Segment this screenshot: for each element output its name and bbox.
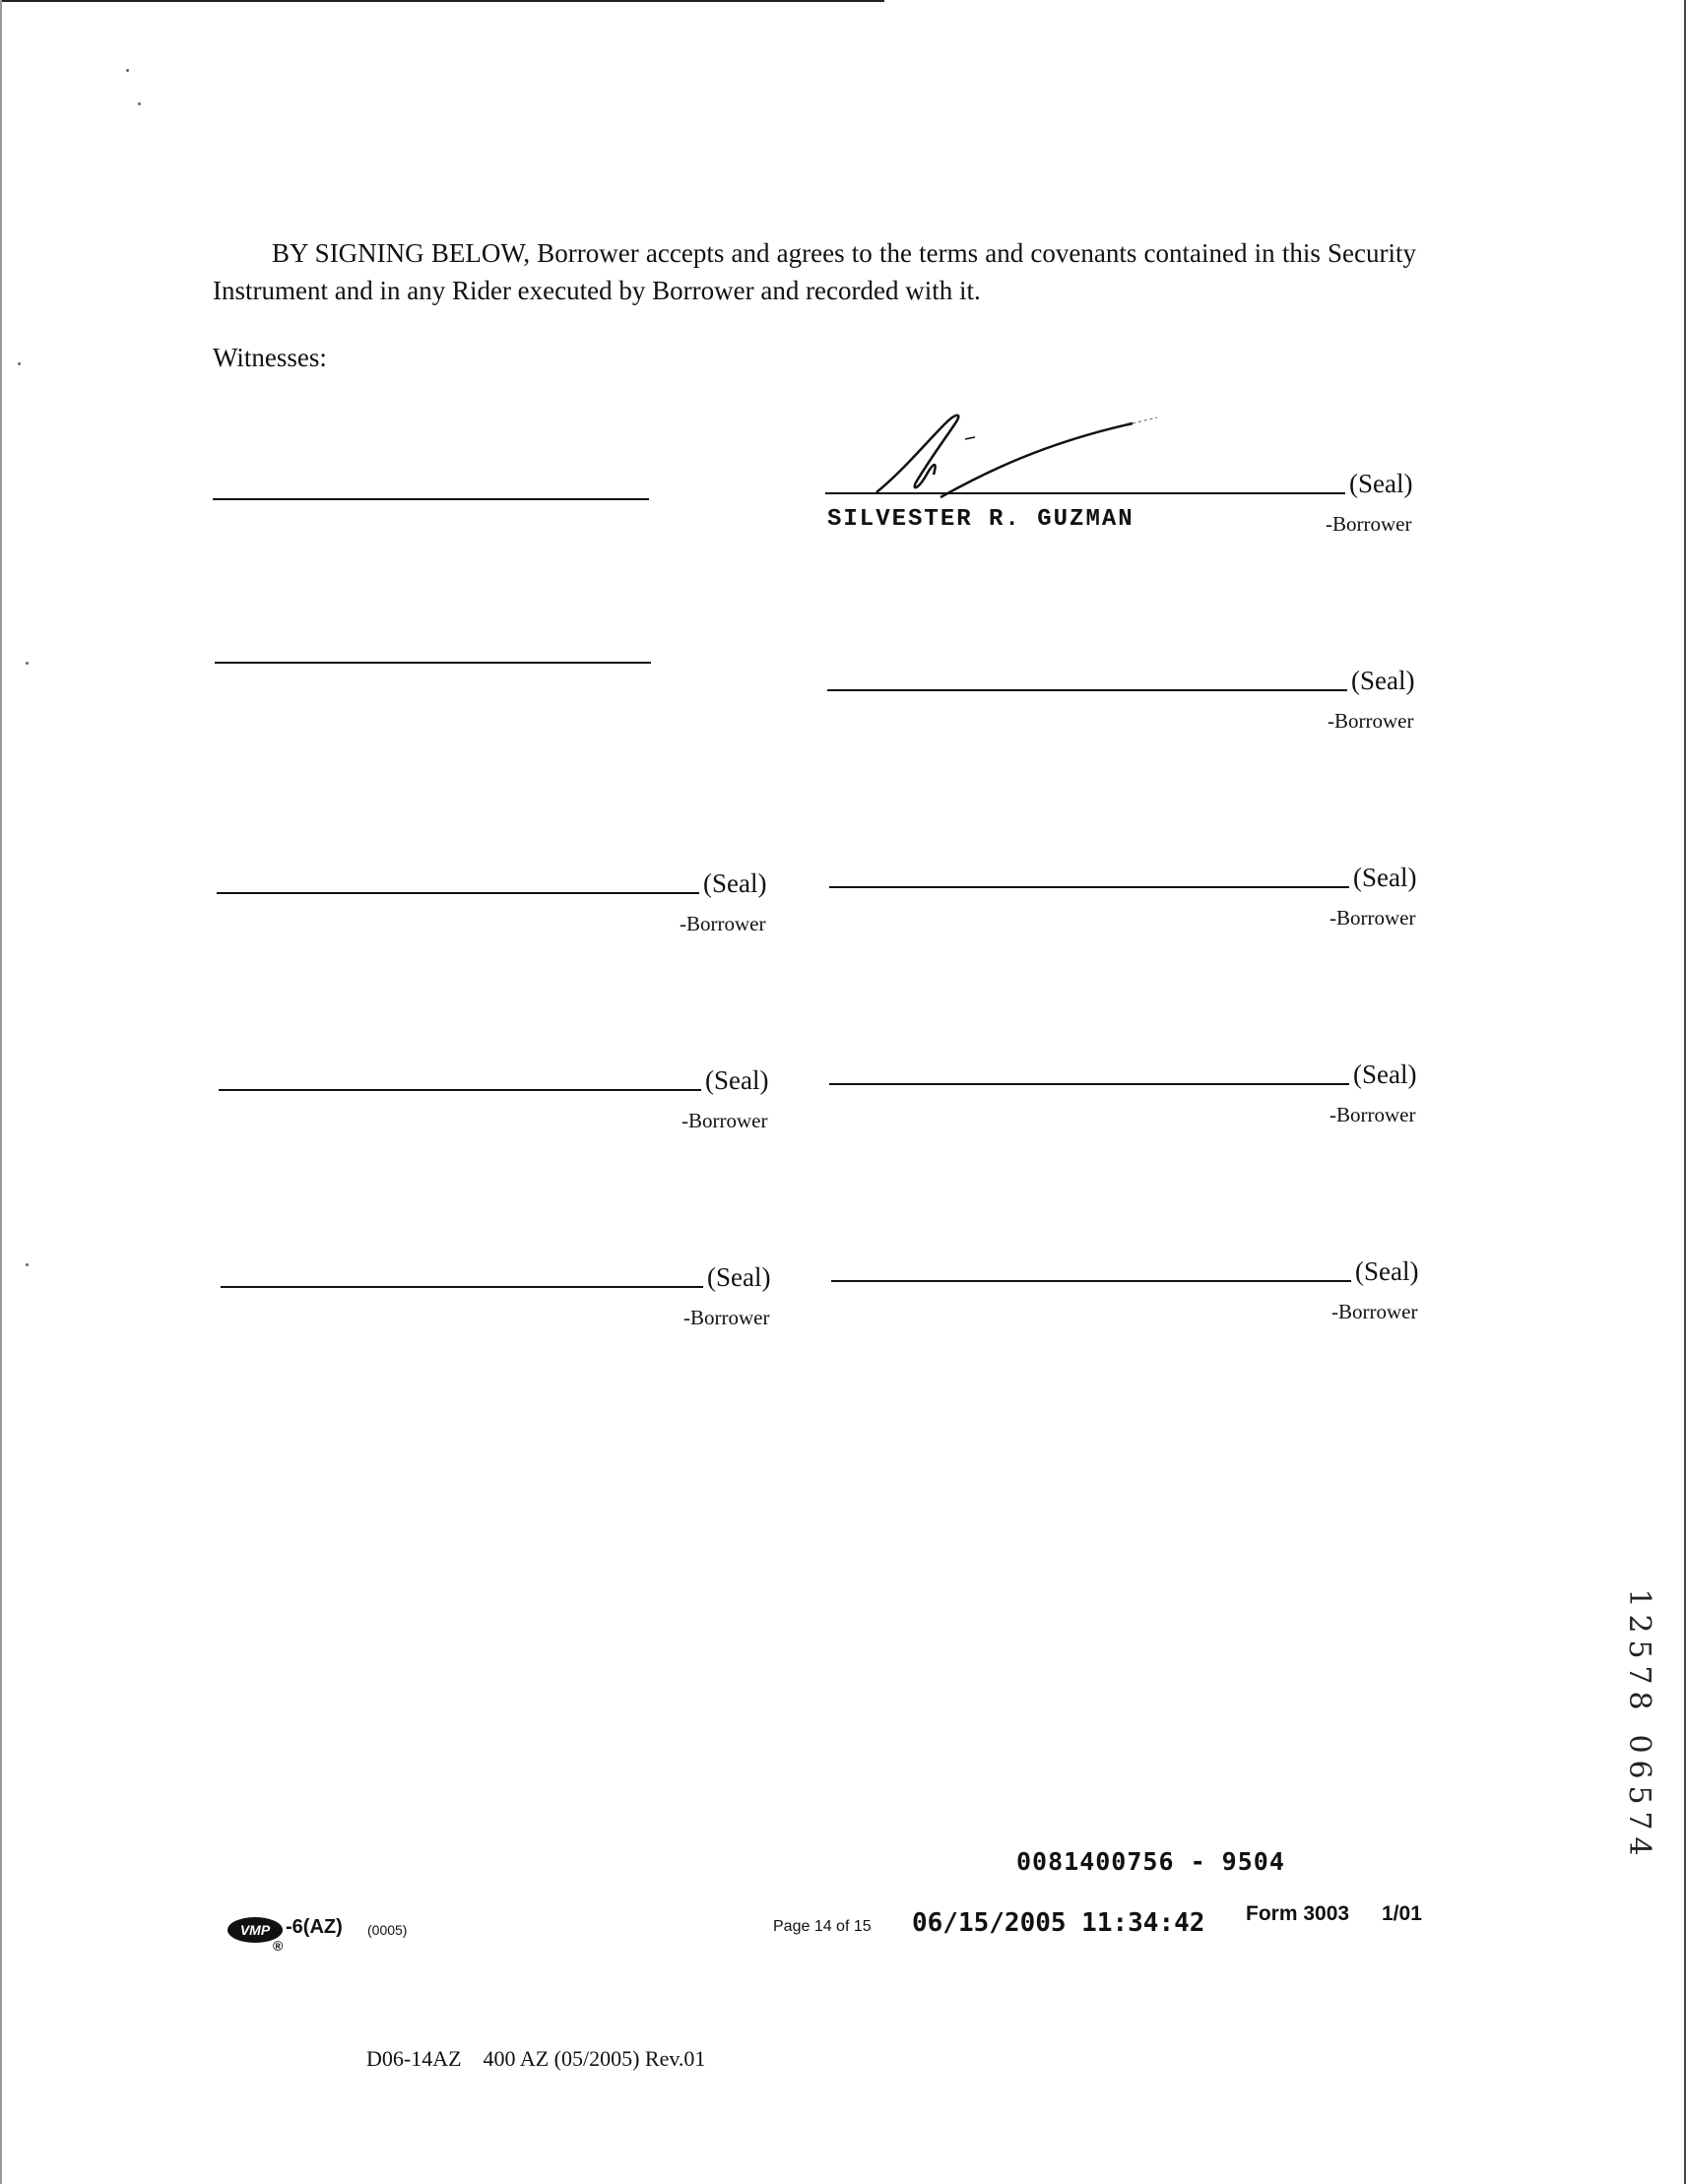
borrower-label: -Borrower [1329,906,1416,930]
scan-speck [26,662,29,665]
stamp-digit: 8 [1622,1691,1656,1710]
borrower-label: -Borrower [1328,709,1414,733]
borrower-label: -Borrower [683,1306,770,1329]
stamp-digit: 1 [1622,1588,1656,1608]
witness-signature-line[interactable] [215,662,651,664]
stamp-digit: 5 [1622,1785,1656,1805]
left-border-line [0,0,2,2184]
seal-label: (Seal) [1349,469,1413,498]
borrower-signature-block [827,666,1422,748]
signature-line[interactable] [831,1280,1351,1282]
top-border-line [0,0,884,2]
borrower-signature-block [829,863,1424,945]
seal-label: (Seal) [705,1065,769,1095]
print-timestamp: 06/15/2005 11:34:42 [912,1908,1205,1938]
borrower-signature-block [217,868,811,951]
borrower-label: -Borrower [1329,1103,1416,1126]
signing-statement: BY SIGNING BELOW, Borrower accepts and agrees to the terms and covenants contained in this Security Instrument and in any Rider executed by Borrower and recorded with it. [213,238,1416,305]
seal-label: (Seal) [703,868,767,898]
signature-line[interactable] [217,892,699,894]
document-code: D06-14AZ 400 AZ (05/2005) Rev.01 [366,2046,706,2071]
borrower-label: -Borrower [1331,1300,1418,1323]
signature-line[interactable] [221,1286,703,1288]
borrower-label: -Borrower [680,912,766,935]
form-number: Form 3003 [1246,1902,1350,1925]
vmp-form-version: (0005) [367,1922,408,1938]
registered-mark: ® [273,1938,284,1954]
seal-label: (Seal) [707,1262,771,1292]
stamp-digit: 7 [1622,1665,1656,1685]
stamp-digit: 2 [1622,1614,1656,1634]
scan-speck [126,69,129,72]
seal-label: (Seal) [1355,1256,1419,1286]
scan-speck [18,362,21,365]
seal-label: (Seal) [1353,1060,1417,1089]
vmp-form-code: -6(AZ) [286,1916,343,1938]
scan-speck [138,102,141,105]
form-date: 1/01 [1382,1902,1422,1925]
borrower-signature-block [219,1065,813,1148]
signature-line[interactable] [829,1083,1349,1085]
signature-line[interactable] [827,689,1347,691]
stamp-digit: 7 [1622,1811,1656,1831]
stamp-digit: 0 [1622,1734,1656,1754]
signature-line[interactable] [219,1089,701,1091]
scan-speck [26,1263,29,1266]
svg-text:VMP: VMP [239,1922,271,1938]
signer-printed-name: SILVESTER R. GUZMAN [827,506,1135,533]
seal-label: (Seal) [1353,863,1417,892]
stamp-digit: 4 [1622,1836,1656,1856]
borrower-label: -Borrower [681,1109,768,1132]
signature-line[interactable] [825,492,1345,494]
stamp-digit: 6 [1622,1760,1656,1779]
recording-stamp-number [1607,1585,1666,1861]
borrower-signature-block [831,1256,1426,1339]
signature-line[interactable] [829,886,1349,888]
borrower-signature-block [221,1262,815,1345]
loan-number: 0081400756 - 9504 [1016,1847,1285,1876]
borrower-signature-block [829,1060,1424,1142]
page-number: Page 14 of 15 [773,1918,872,1935]
stamp-digit: 5 [1622,1639,1656,1659]
seal-label: (Seal) [1351,666,1415,695]
borrower-label: -Borrower [1326,512,1412,536]
witnesses-label: Witnesses: [213,343,327,372]
witness-signature-line[interactable] [213,498,649,500]
